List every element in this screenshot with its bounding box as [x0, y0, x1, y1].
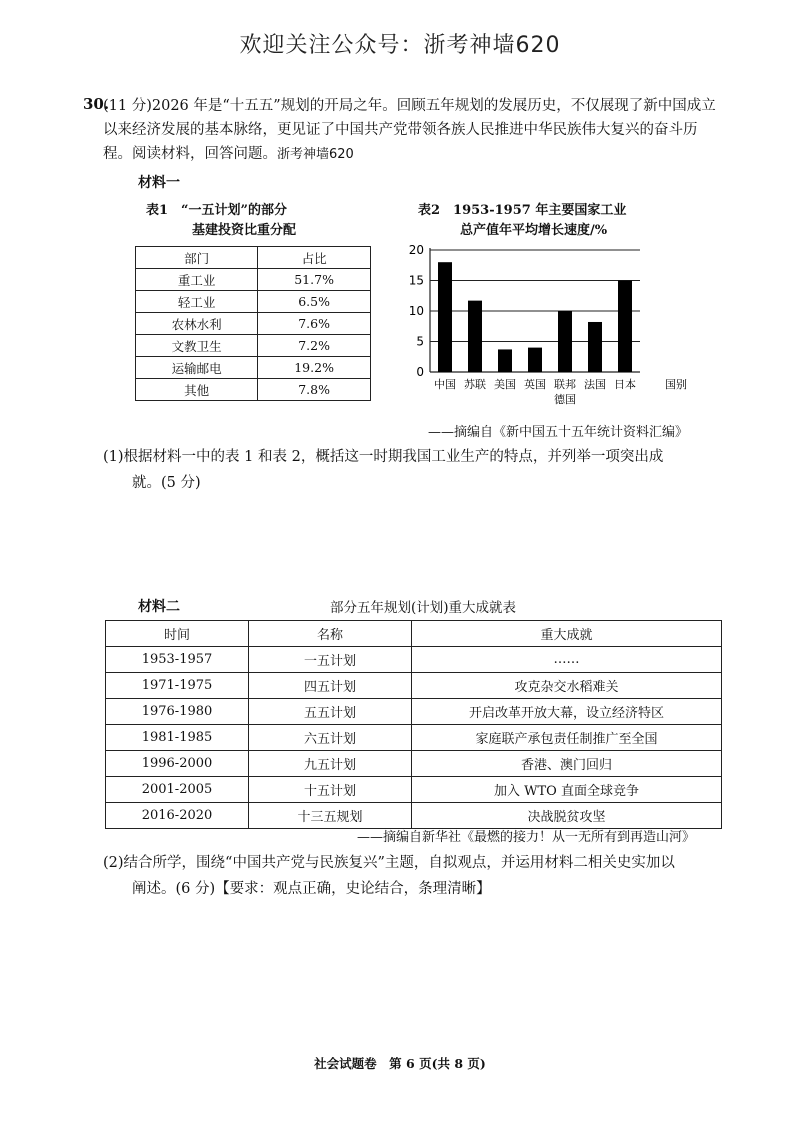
table-cell: 决战脱贫攻坚 [412, 803, 722, 829]
table-row [136, 291, 371, 313]
table-cell: 运输邮电 [136, 357, 258, 379]
table-row [106, 803, 722, 829]
table-row [106, 673, 722, 699]
y-tick-label: 0 [416, 365, 424, 379]
question-number: 30. [83, 95, 110, 113]
table-cell: 51.7% [258, 269, 371, 291]
table-cell: 十三五规划 [249, 803, 412, 829]
table1-header-dept: 部门 [136, 247, 258, 269]
table-cell: 2001-2005 [106, 777, 249, 803]
table-cell: 家庭联产承包责任制推广至全国 [412, 725, 722, 751]
table-row [136, 357, 371, 379]
achievements-table [105, 620, 722, 829]
material2-table-title: 部分五年规划(计划)重大成就表 [330, 600, 517, 616]
table1-caption-line1: 表1 “一五计划”的部分 [146, 203, 288, 218]
x-tick-label: 美国 [494, 378, 516, 391]
question2-line2: 阐述。(6 分)【要求：观点正确，史论结合，条理清晰】 [132, 881, 491, 897]
header-achievement: 重大成就 [412, 621, 722, 647]
table-cell: 农林水利 [136, 313, 258, 335]
x-tick-label: 苏联 [464, 378, 486, 391]
table-cell: 6.5% [258, 291, 371, 313]
y-tick-label: 20 [408, 244, 424, 257]
table-row [136, 379, 371, 401]
table-cell: 九五计划 [249, 751, 412, 777]
table-row [136, 269, 371, 291]
table2-caption-line1: 表2 1953-1957 年主要国家工业 [418, 203, 627, 218]
question-intro-text: (11 分)2026 年是“十五五”规划的开局之年。回顾五年规划的发展历史，不仅展现了新中国成立以来经济发展的基本脉络，更见证了中国共产党带领各族人民推进中华民族伟大复兴的奋斗历程。阅读材料，回答问题。 [103, 98, 716, 162]
table-cell: 文教卫生 [136, 335, 258, 357]
y-tick-label: 10 [408, 304, 424, 318]
table-cell: 香港、澳门回归 [412, 751, 722, 777]
table-cell: 2016-2020 [106, 803, 249, 829]
table-cell: 六五计划 [249, 725, 412, 751]
table-row [106, 725, 722, 751]
table-cell: 其他 [136, 379, 258, 401]
table-cell: 7.8% [258, 379, 371, 401]
x-tick-label: 日本 [614, 378, 636, 391]
x-tick-label: 中国 [434, 378, 456, 391]
material1-title: 材料一 [138, 175, 180, 191]
table-row [106, 777, 722, 803]
table-cell: 1953-1957 [106, 647, 249, 673]
bar-0 [438, 262, 452, 372]
header-name: 名称 [249, 621, 412, 647]
y-tick-label: 15 [408, 273, 424, 288]
bar-3 [528, 348, 542, 372]
x-axis-label: 国别 [665, 378, 687, 391]
table-cell: 加入 WTO 直面全球竞争 [412, 777, 722, 803]
question2-line1: (2)结合所学，围绕“中国共产党与民族复兴”主题，自拟观点，并运用材料二相关史实加以 [103, 855, 675, 871]
table-row [136, 335, 371, 357]
bar-chart [400, 244, 720, 412]
table-cell: 四五计划 [249, 673, 412, 699]
table-cell: …… [412, 647, 722, 673]
material2-source: ——摘编自新华社《最燃的接力！从一无所有到再造山河》 [357, 830, 696, 845]
table1-header-share: 占比 [258, 247, 371, 269]
material2-title: 材料二 [138, 599, 180, 615]
table-cell: 开启改革开放大幕，设立经济特区 [412, 699, 722, 725]
x-tick-label: 法国 [584, 378, 606, 391]
header-time: 时间 [106, 621, 249, 647]
table-cell: 1996-2000 [106, 751, 249, 777]
table-cell: 19.2% [258, 357, 371, 379]
table-cell: 五五计划 [249, 699, 412, 725]
table-row [136, 313, 371, 335]
table-cell: 轻工业 [136, 291, 258, 313]
bar-6 [618, 281, 632, 373]
table2-caption-line2: 总产值年平均增长速度/% [460, 223, 608, 238]
question1-line1: (1)根据材料一中的表 1 和表 2，概括这一时期我国工业生产的特点，并列举一项突出成 [103, 449, 664, 465]
table1-caption-line2: 基建投资比重分配 [192, 223, 297, 238]
material1-source: ——摘编自《新中国五十五年统计资料汇编》 [428, 425, 689, 440]
table-row [106, 647, 722, 673]
table-cell: 一五计划 [249, 647, 412, 673]
table-row [106, 751, 722, 777]
table-cell: 1981-1985 [106, 725, 249, 751]
table-cell: 十五计划 [249, 777, 412, 803]
question1-line2: 就。(5 分) [132, 475, 201, 491]
table-cell: 1971-1975 [106, 673, 249, 699]
table-cell: 1976-1980 [106, 699, 249, 725]
x-tick-label: 联邦 [554, 378, 576, 391]
table-cell: 7.6% [258, 313, 371, 335]
watermark-header: 欢迎关注公众号：浙考神墙620 [239, 33, 561, 58]
bar-4 [558, 311, 572, 372]
page-footer: 社会试题卷 第 6 页(共 8 页) [314, 1056, 486, 1071]
table1-header-row [136, 247, 371, 269]
bar-1 [468, 301, 482, 372]
table-cell: 攻克杂交水稻难关 [412, 673, 722, 699]
inline-watermark: 浙考神墙620 [277, 147, 354, 162]
question-intro [103, 94, 723, 167]
table-header-row [106, 621, 722, 647]
bar-2 [498, 349, 512, 372]
table-cell: 7.2% [258, 335, 371, 357]
table1 [135, 246, 371, 401]
bar-5 [588, 322, 602, 372]
x-tick-label-line2: 德国 [554, 393, 576, 406]
table-row [106, 699, 722, 725]
y-tick-label: 5 [416, 334, 424, 349]
table-cell: 重工业 [136, 269, 258, 291]
x-tick-label: 英国 [524, 378, 546, 391]
